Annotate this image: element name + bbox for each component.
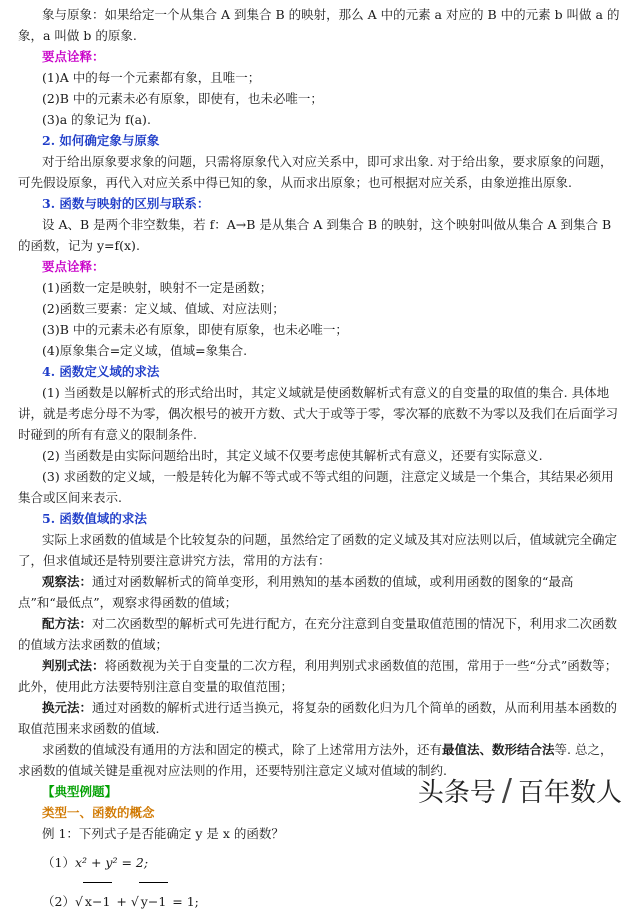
method-text: 对二次函数型的解析式可先进行配方，在充分注意到自变量取值范围的情况下，利用求二次函数的值域方法求函数的值域； — [18, 616, 618, 652]
formula-text: x² + y² = 2; — [74, 855, 149, 870]
list-item: (2)函数三要素：定义域、值域、对应法则； — [42, 301, 285, 316]
key-point-heading: 要点诠释： — [42, 49, 105, 64]
method-substitution — [18, 697, 622, 739]
list-item: (4)原象集合=定义域，值域=象集合. — [42, 343, 248, 358]
watermark-left: 头条号 — [417, 778, 496, 808]
example-question: 例 1：下列式子是否能确定 y 是 x 的函数？ — [42, 826, 284, 841]
method-label: 判别式法： — [42, 658, 105, 673]
text-bold: 最值法、数形结合法 — [442, 742, 555, 757]
paragraph: (3) 求函数的定义域，一般是转化为解不等式或不等式组的问题，注意定义域是一个集合，其结果必须用集合或区间来表示. — [18, 469, 614, 505]
list-item: (1)函数一定是映射，映射不一定是函数； — [42, 280, 273, 295]
paragraph: 设 A、B 是两个非空数集，若 f：A→B 是从集合 A 到集合 B 的映射，这个映射叫做从集合 A 到集合 B 的函数，记为 y=f(x). — [18, 217, 612, 253]
paragraph: 实际上求函数的值域是个比较复杂的问题，虽然给定了函数的定义域及其对应法则以后，值域就完全确定了，但求值域还是特别要注意讲究方法，常用的方法有： — [18, 532, 618, 568]
typical-examples-heading: 【典型例题】 — [42, 784, 118, 799]
watermark-right: 百年数人 — [517, 778, 622, 808]
radicand: y−1 — [139, 882, 169, 921]
method-discriminant — [18, 655, 622, 697]
formula-label: （1） — [42, 855, 75, 870]
paragraph: (1) 当函数是以解析式的形式给出时，其定义域就是使函数解析式有意义的自变量的取值的集合. 具体地讲，就是考虑分母不为零，偶次根号的被开方数、式大于或等于零，零次幂的底数不为零以及我们在后面学习时碰到的所有有意义的限制条件. — [18, 385, 619, 442]
section-heading: 2. 如何确定象与原象 — [42, 133, 160, 148]
formula-label: （2） — [42, 894, 75, 909]
key-point-heading: 要点诠释： — [42, 259, 105, 274]
list-item: (3)B 中的元素未必有原象，即使有原象，也未必唯一； — [42, 322, 348, 337]
method-text: 将函数视为关于自变量的二次方程，利用判别式求函数值的范围，常用于一些“分式”函数等；此外，使用此方法要特别注意自变量的取值范围； — [18, 658, 618, 694]
text: 等. 总之，求函数的值域关键是重视对应法则的作用，还要特别注意定义域对值域的制约. — [18, 742, 613, 778]
watermark-separator: / — [501, 773, 512, 808]
section-heading: 5. 函数值域的求法 — [42, 511, 147, 526]
paragraph-image-preimage: 象与原象：如果给定一个从集合 A 到集合 B 的映射，那么 A 中的元素 a 对应的 B 中的元素 b 叫做 a 的象，a 叫做 b 的原象. — [18, 7, 620, 43]
method-observation — [18, 571, 622, 613]
method-completing-square — [18, 613, 622, 655]
list-item: (2)B 中的元素未必有原象，即使有，也未必唯一； — [42, 91, 323, 106]
formula-2: （2）√ x−1 + √ y−1 = 1; — [18, 882, 622, 921]
method-label: 换元法： — [42, 700, 93, 715]
method-label: 观察法： — [42, 574, 93, 589]
paragraph: 对于给出原象要求象的问题，只需将原象代入对应关系中，即可求出象. 对于给出象，要求原象的问题，可先假设原象，再代入对应关系中得已知的象，从而求出原象；也可根据对应关系，由象逆推出原象. — [18, 154, 613, 190]
formula-text: = 1; — [168, 894, 199, 909]
method-text: 通过对函数的解析式进行适当换元，将复杂的函数化归为几个简单的函数，从而利用基本函数的取值范围来求函数的值域. — [18, 700, 618, 736]
text: 求函数的值域没有通用的方法和固定的模式，除了上述常用方法外，还有 — [42, 742, 443, 757]
radicand: x−1 — [83, 882, 112, 921]
paragraph: (2) 当函数是由实际问题给出时，其定义域不仅要考虑使其解析式有意义，还要有实际意义. — [42, 448, 543, 463]
watermark — [418, 772, 622, 809]
type-heading: 类型一、函数的概念 — [42, 805, 155, 820]
formula-1 — [18, 844, 622, 882]
section-heading: 3. 函数与映射的区别与联系： — [42, 196, 210, 211]
method-label: 配方法： — [42, 616, 93, 631]
section-heading: 4. 函数定义域的求法 — [42, 364, 160, 379]
method-text: 通过对函数解析式的简单变形，利用熟知的基本函数的值域，或利用函数的图象的“最高点”和“最低点”，观察求得函数的值域； — [18, 574, 574, 610]
list-item: (3)a 的象记为 f(a). — [42, 112, 151, 127]
list-item: (1)A 中的每一个元素都有象，且唯一； — [42, 70, 261, 85]
